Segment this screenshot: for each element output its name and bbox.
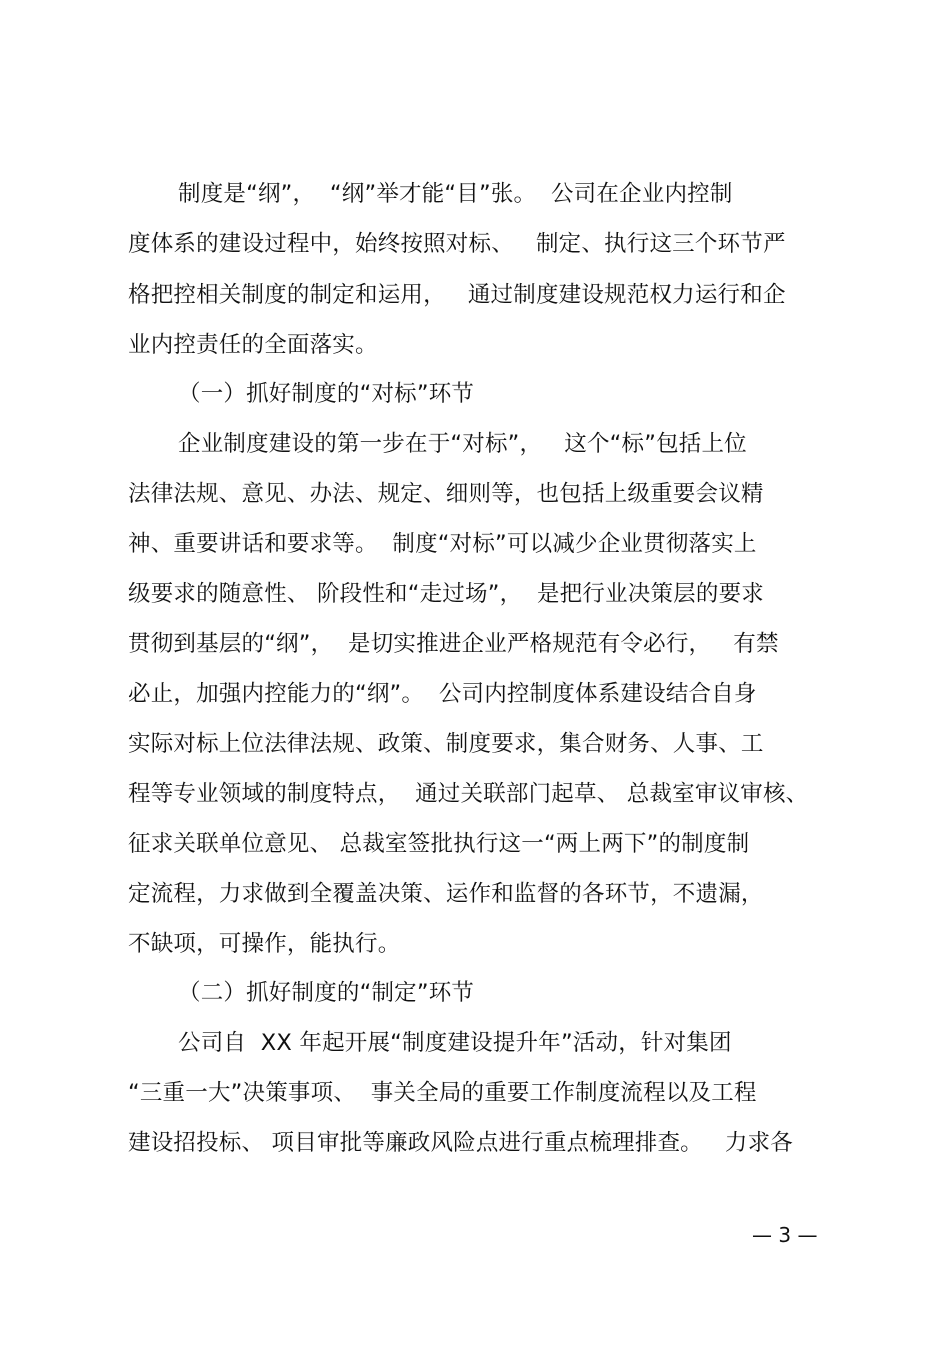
text-line: 实际对标上位法律法规、政策、制度要求，集合财务、人事、工 [128, 731, 764, 757]
section-heading: （二）抓好制度的“制定”环节 [178, 980, 475, 1006]
text-line: 公司自 XX 年起开展“制度建设提升年”活动，针对集团 [178, 1030, 732, 1056]
text-line: 建设招投标、 项目审批等廉政风险点进行重点梳理排查。 力求各 [128, 1130, 794, 1156]
text-line: 度体系的建设过程中，始终按照对标、 制定、执行这三个环节严 [128, 231, 786, 257]
text-line: “三重一大”决策事项、 事关全局的重要工作制度流程以及工程 [128, 1080, 757, 1106]
text-line: 征求关联单位意见、 总裁室签批执行这一“两上两下”的制度制 [128, 831, 750, 857]
text-line: 必止，加强内控能力的“纲”。 公司内控制度体系建设结合自身 [128, 681, 757, 707]
text-line: 程等专业领域的制度特点， 通过关联部门起草、 总裁室审议审核、 [128, 781, 809, 807]
text-line: 定流程，力求做到全覆盖决策、运作和监督的各环节，不遗漏， [128, 881, 764, 907]
text-line: 神、重要讲话和要求等。 制度“对标”可以减少企业贯彻落实上 [128, 531, 757, 557]
text-line: 制度是“纲”， “纲”举才能“目”张。 公司在企业内控制 [178, 181, 733, 207]
text-line: 格把控相关制度的制定和运用， 通过制度建设规范权力运行和企 [128, 282, 786, 308]
page-number: — 3 — [752, 1223, 818, 1247]
section-heading: （一）抓好制度的“对标”环节 [178, 381, 475, 407]
text-line: 不缺项，可操作，能执行。 [128, 931, 401, 957]
text-line: 法律法规、意见、办法、规定、细则等，也包括上级重要会议精 [128, 481, 764, 507]
text-line: 级要求的随意性、 阶段性和“走过场”， 是把行业决策层的要求 [128, 581, 764, 607]
text-line: 业内控责任的全面落实。 [128, 332, 378, 358]
text-line: 企业制度建设的第一步在于“对标”， 这个“标”包括上位 [178, 431, 747, 457]
text-line: 贯彻到基层的“纲”， 是切实推进企业严格规范有令必行， 有禁 [128, 631, 779, 657]
